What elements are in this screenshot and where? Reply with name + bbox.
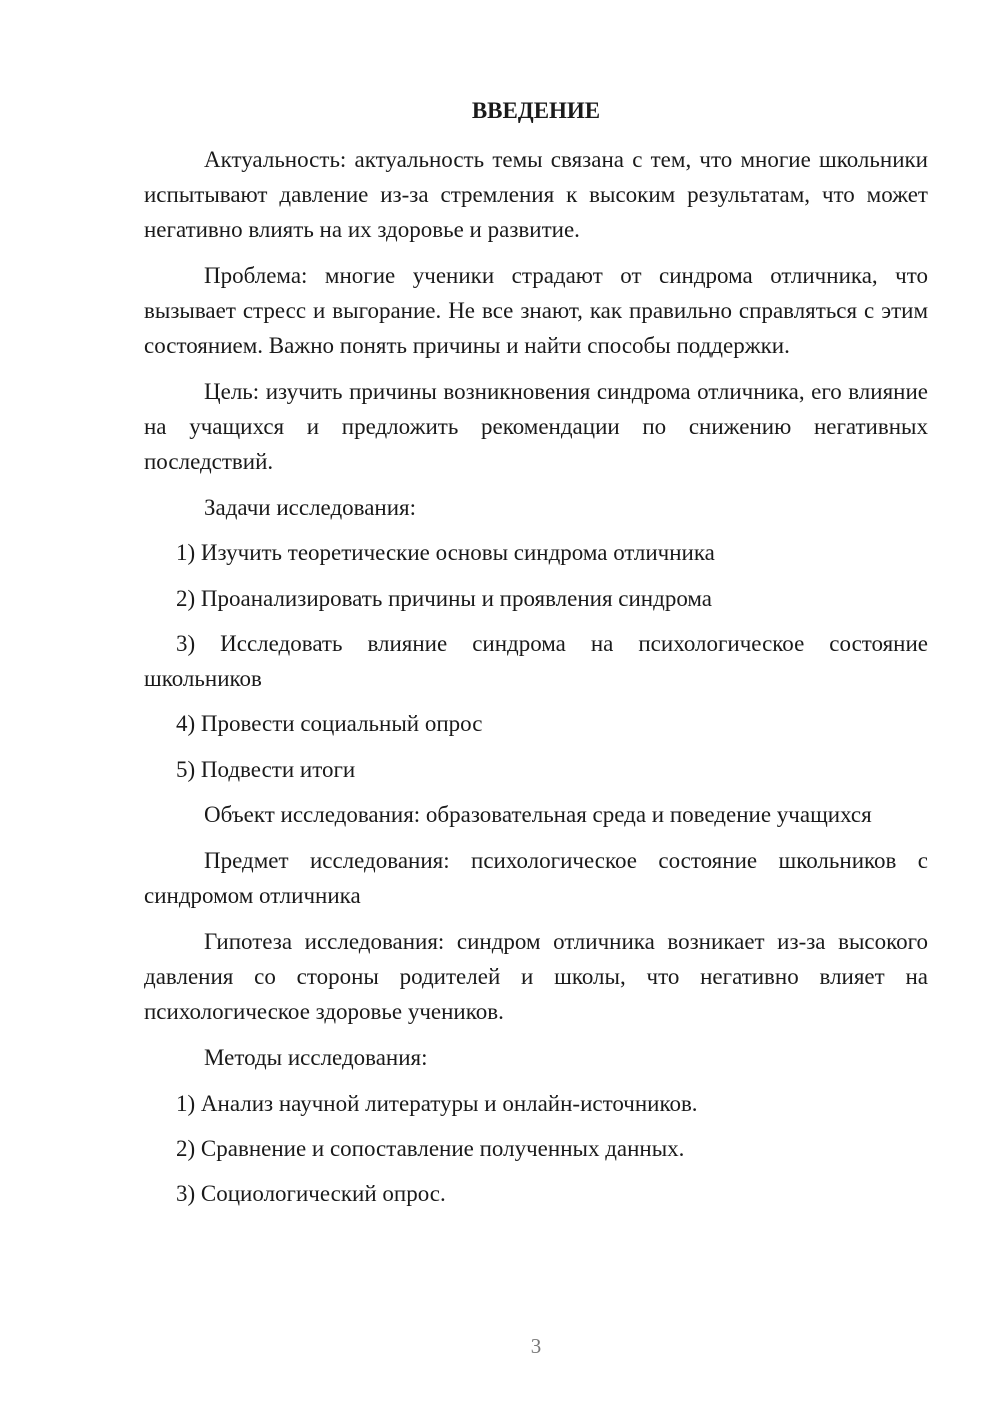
list-item-task-5: 5) Подвести итоги bbox=[176, 757, 356, 782]
paragraph-methods-heading: Методы исследования: bbox=[204, 1045, 428, 1070]
list-item-method-2: 2) Сравнение и сопоставление полученных данных. bbox=[176, 1136, 685, 1161]
paragraph-hypothesis: Гипотеза исследования: синдром отличника возникает из-за высокого давления со стороны родителей и школы, что негативно влияет на психологическое здоровье учеников. bbox=[144, 929, 928, 1024]
list-item-method-3: 3) Социологический опрос. bbox=[176, 1181, 446, 1206]
paragraph-object: Объект исследования: образовательная среда и поведение учащихся bbox=[204, 802, 872, 827]
paragraph-goal: Цель: изучить причины возникновения синдрома отличника, его влияние на учащихся и предложить рекомендации по снижению негативных последствий. bbox=[144, 379, 928, 474]
paragraph-relevance: Актуальность: актуальность темы связана с тем, что многие школьники испытывают давление из-за стремления к высоким результатам, что может негативно влиять на их здоровье и развитие. bbox=[144, 147, 928, 242]
page-number: 3 bbox=[530, 1334, 542, 1358]
list-item-task-1: 1) Изучить теоретические основы синдрома отличника bbox=[176, 540, 715, 565]
list-item-task-2: 2) Проанализировать причины и проявления синдрома bbox=[176, 586, 712, 611]
list-item-task-4: 4) Провести социальный опрос bbox=[176, 711, 483, 736]
list-item-method-1: 1) Анализ научной литературы и онлайн-источников. bbox=[176, 1091, 698, 1116]
document-page bbox=[144, 0, 928, 1414]
page-title: ВВЕДЕНИЕ bbox=[471, 98, 601, 123]
paragraph-tasks-heading: Задачи исследования: bbox=[204, 495, 417, 520]
list-item-task-3: 3) Исследовать влияние синдрома на психологическое состояние школьников bbox=[144, 631, 928, 691]
paragraph-subject: Предмет исследования: психологическое состояние школьников с синдромом отличника bbox=[144, 848, 928, 908]
paragraph-problem: Проблема: многие ученики страдают от синдрома отличника, что вызывает стресс и выгорание. Не все знают, как правильно справляться с этим состоянием. Важно понять причины и найти способы поддержки. bbox=[144, 263, 928, 358]
